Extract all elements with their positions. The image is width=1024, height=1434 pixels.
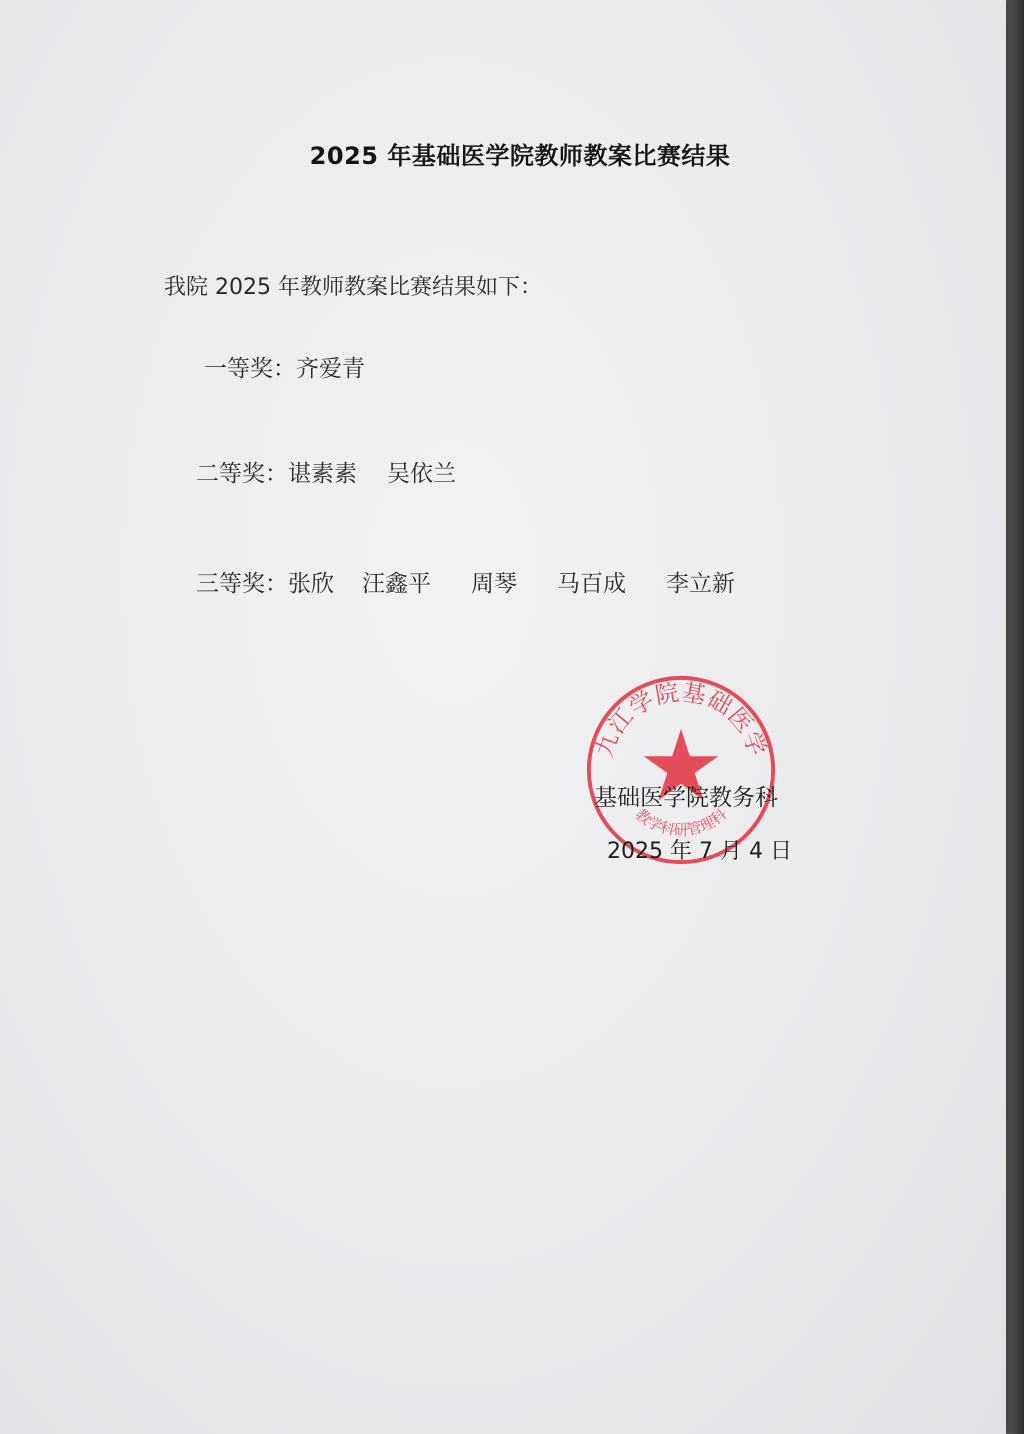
first-prize-label: 一等奖：	[204, 356, 296, 382]
third-prize-winner: 汪鑫平	[362, 571, 431, 597]
second-prize-line	[196, 455, 456, 488]
third-prize-winner: 张欣	[288, 571, 334, 597]
third-prize-line	[196, 565, 735, 598]
second-prize-label: 二等奖：	[196, 461, 288, 487]
seal-inner-text: 教学科研管理科	[631, 805, 731, 840]
third-prize-label: 三等奖：	[196, 571, 288, 597]
intro-paragraph: 我院 2025 年教师教案比赛结果如下：	[164, 275, 542, 300]
third-prize-winner: 周琴	[471, 571, 517, 597]
second-prize-winner: 谌素素	[288, 461, 357, 487]
signing-date: 2025 年 7 月 4 日	[607, 839, 792, 864]
second-prize-winner: 吴依兰	[387, 461, 456, 487]
first-prize-line	[204, 350, 365, 383]
third-prize-winner: 李立新	[666, 571, 735, 597]
seal-outer-text: 九江学院基础医学	[589, 677, 773, 761]
document-title: 2025 年基础医学院教师教案比赛结果	[309, 142, 731, 170]
signing-department: 基础医学院教务科	[594, 785, 778, 811]
third-prize-winner: 马百成	[557, 571, 626, 597]
first-prize-winner: 齐爱青	[296, 356, 365, 382]
